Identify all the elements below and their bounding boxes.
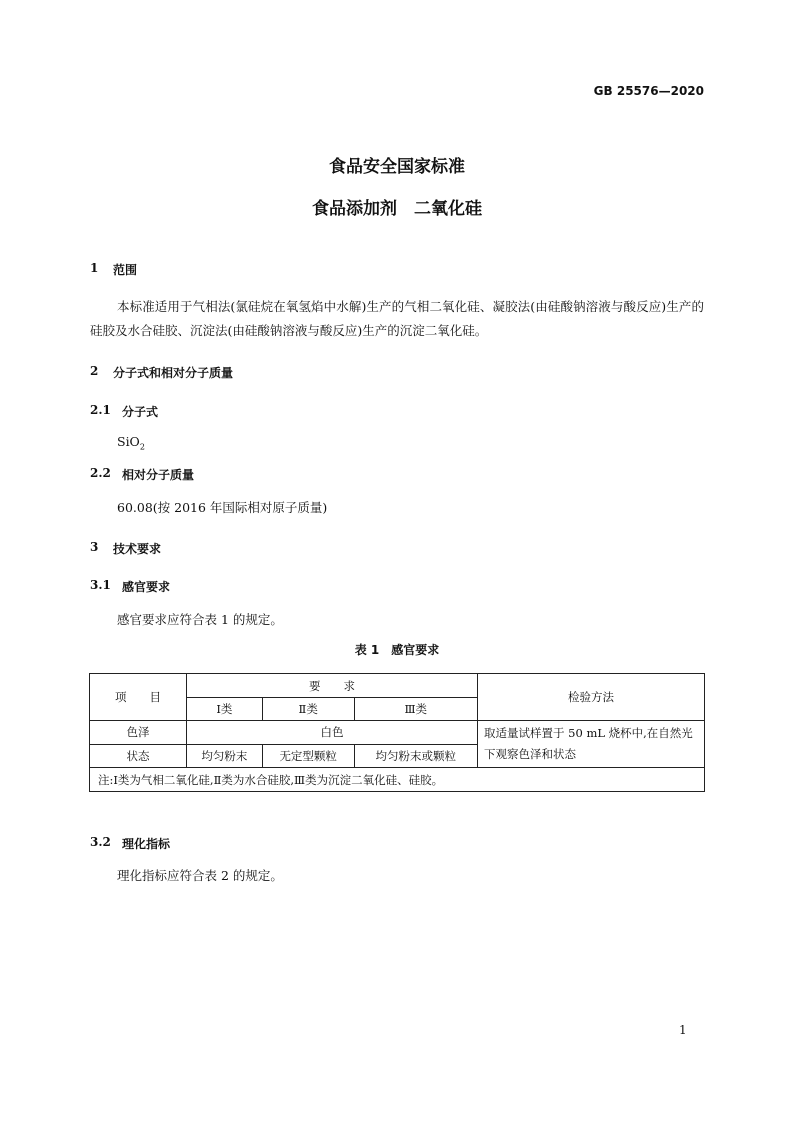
- document-title: 食品安全国家标准: [329, 157, 465, 177]
- sensory-requirements-table: [89, 673, 705, 792]
- row-color-item: 色泽: [90, 721, 187, 745]
- row-state-class-2: 无定型颗粒: [262, 744, 354, 768]
- section-1-paragraph: 本标准适用于气相法(氯硅烷在氧氢焰中水解)生产的气相二氧化硅、凝胶法(由硅酸钠溶液与酸反应)生产的硅胶及水合硅胶、沉淀法(由硅酸钠溶液与酸反应)生产的沉淀二氧化硅。: [90, 299, 704, 338]
- class-3-header: Ⅲ类: [354, 698, 477, 721]
- class-2-header: Ⅱ类: [262, 698, 354, 721]
- section-3-number: 3: [90, 540, 99, 554]
- class-1-header: Ⅰ类: [187, 698, 263, 721]
- section-3-1-number: 3.1: [90, 578, 111, 592]
- table-row: [90, 721, 705, 745]
- formula-subscript: 2: [139, 442, 145, 452]
- row-color-value: 白色: [187, 721, 478, 745]
- section-3-title: 技术要求: [113, 542, 162, 556]
- page-number: 1: [679, 1023, 687, 1037]
- molecular-formula: [117, 434, 145, 452]
- formula-base: SiO: [117, 434, 140, 449]
- section-2-2-number: 2.2: [90, 466, 111, 480]
- section-3-2-title: 理化指标: [122, 837, 171, 851]
- document-subtitle: 食品添加剂 二氧化硅: [312, 199, 482, 219]
- row-state-item: 状态: [90, 744, 187, 768]
- table-note: 注:Ⅰ类为气相二氧化硅,Ⅱ类为水合硅胶,Ⅲ类为沉淀二氧化硅、硅胶。: [90, 768, 705, 792]
- row-state-class-3: 均匀粉末或颗粒: [354, 744, 477, 768]
- header-method: 检验方法: [478, 674, 705, 721]
- row-state-class-1: 均匀粉末: [187, 744, 263, 768]
- section-2-2-title: 相对分子质量: [122, 468, 195, 482]
- header-requirement: 要 求: [187, 674, 478, 698]
- table-note-row: [90, 768, 705, 792]
- section-2-1-title: 分子式: [122, 405, 159, 419]
- header-item: 项 目: [90, 674, 187, 721]
- section-2-number: 2: [90, 364, 99, 378]
- section-3-1-title: 感官要求: [122, 580, 171, 594]
- section-1-title: 范围: [113, 263, 138, 277]
- section-2-1-number: 2.1: [90, 403, 111, 417]
- section-3-1-text: 感官要求应符合表 1 的规定。: [117, 612, 283, 627]
- section-2-title: 分子式和相对分子质量: [113, 366, 234, 380]
- section-3-2-number: 3.2: [90, 835, 111, 849]
- section-3-2-text: 理化指标应符合表 2 的规定。: [117, 868, 283, 883]
- table-1-caption: 表 1 感官要求: [354, 643, 440, 657]
- relative-molecular-mass: 60.08(按 2016 年国际相对原子质量): [117, 500, 328, 515]
- section-1-number: 1: [90, 261, 99, 275]
- table-header-row: [90, 674, 705, 698]
- standard-code: GB 25576—2020: [593, 84, 704, 98]
- test-method: 取适量试样置于 50 mL 烧杯中,在自然光下观察色泽和状态: [478, 721, 705, 768]
